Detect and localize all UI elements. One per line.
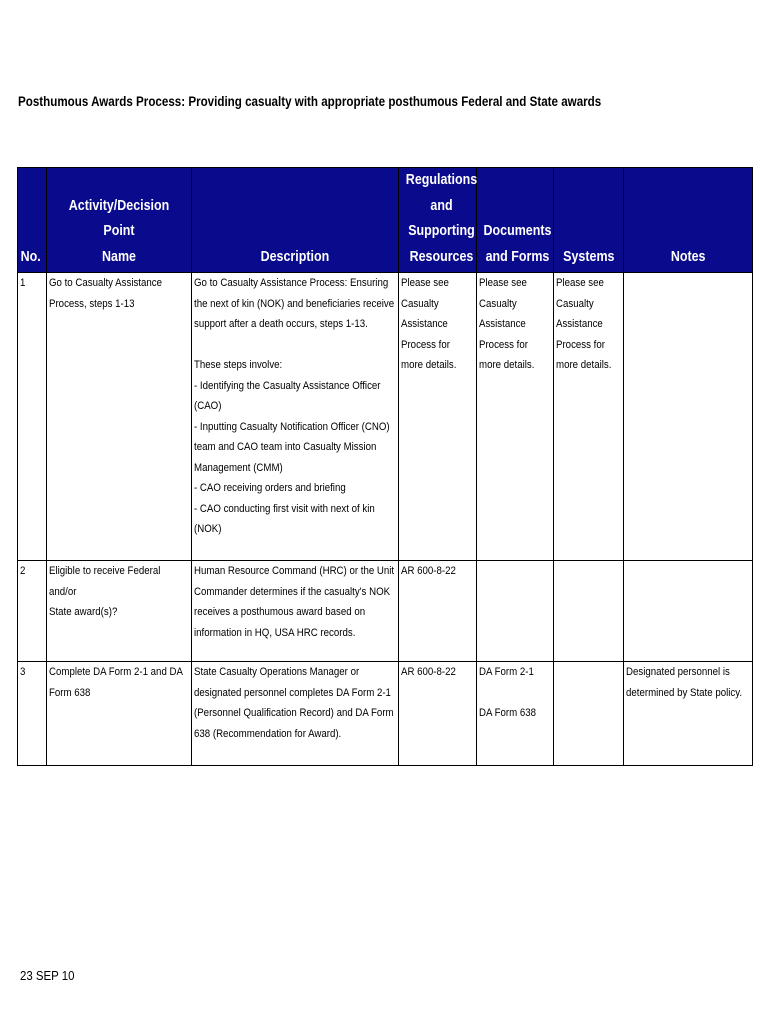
- cell-documents: Please see Casualty Assistance Process for more details.: [477, 273, 554, 561]
- cell-notes: [624, 273, 753, 561]
- cell-systems: [554, 662, 624, 766]
- cell-systems: [554, 561, 624, 662]
- cell-description: Human Resource Command (HRC) or the Unit Commander determines if the casualty's NOK receives a posthumous award based on information in HQ, USA HRC records.: [192, 561, 399, 662]
- process-table: [17, 167, 753, 766]
- cell-documents: [477, 561, 554, 662]
- cell-activity: Go to Casualty Assistance Process, steps 1-13: [47, 273, 192, 561]
- page-title: Posthumous Awards Process: Providing casualty with appropriate posthumous Federal and State awards: [18, 94, 602, 109]
- cell-no: 2: [18, 561, 47, 662]
- cell-regulations: AR 600-8-22: [399, 561, 477, 662]
- table-header-row: [18, 168, 753, 273]
- cell-notes: [624, 561, 753, 662]
- cell-notes: Designated personnel is determined by State policy.: [624, 662, 753, 766]
- header-description: Description: [192, 168, 399, 273]
- cell-activity: Eligible to receive Federal and/or State award(s)?: [47, 561, 192, 662]
- cell-documents: DA Form 2-1 DA Form 638: [477, 662, 554, 766]
- header-regulations: Regulations and Supporting Resources: [399, 168, 477, 273]
- table-row: [18, 273, 753, 561]
- header-no: No.: [18, 168, 47, 273]
- cell-regulations: Please see Casualty Assistance Process for more details.: [399, 273, 477, 561]
- header-activity: Activity/Decision Point Name: [47, 168, 192, 273]
- header-documents: Documents and Forms: [477, 168, 554, 273]
- process-table-container: [17, 167, 753, 766]
- cell-no: 1: [18, 273, 47, 561]
- cell-description: Go to Casualty Assistance Process: Ensuring the next of kin (NOK) and beneficiaries receive support after a death occurs, steps 1-13. These steps involve: - Identifying the Casualty Assistance Officer (CAO) - Inputting Casualty Notification Officer (CNO) team and CAO team into Casualty Mission Management (CMM) - CAO receiving orders and briefing - CAO conducting first visit with next of kin (NOK): [192, 273, 399, 561]
- header-systems: Systems: [554, 168, 624, 273]
- cell-systems: Please see Casualty Assistance Process for more details.: [554, 273, 624, 561]
- table-row: [18, 561, 753, 662]
- cell-activity: Complete DA Form 2-1 and DA Form 638: [47, 662, 192, 766]
- cell-no: 3: [18, 662, 47, 766]
- cell-regulations: AR 600-8-22: [399, 662, 477, 766]
- table-row: [18, 662, 753, 766]
- header-notes: Notes: [624, 168, 753, 273]
- cell-description: State Casualty Operations Manager or designated personnel completes DA Form 2-1 (Personnel Qualification Record) and DA Form 638 (Recommendation for Award).: [192, 662, 399, 766]
- footer-date: 23 SEP 10: [20, 968, 75, 983]
